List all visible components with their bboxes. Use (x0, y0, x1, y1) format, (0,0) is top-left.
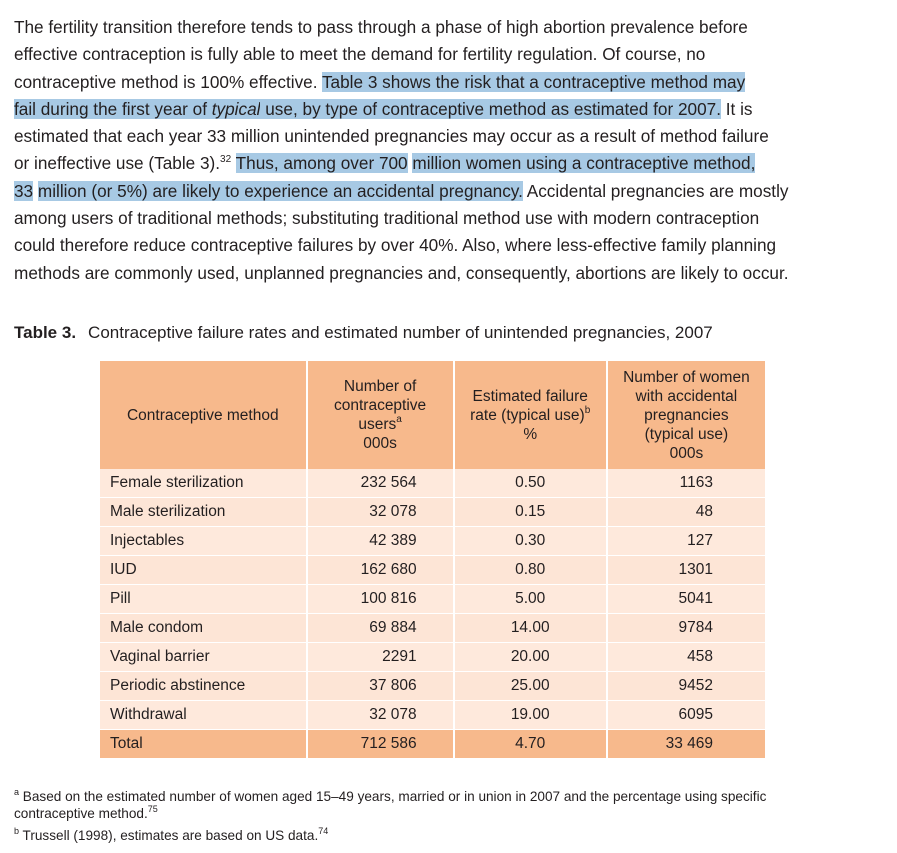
table-cell: 2291 (307, 643, 454, 672)
table-cell: Male sterilization (100, 498, 307, 527)
table-body (100, 469, 765, 758)
text-run: estimated that each year 33 million unintended pregnancies may occur as a result of method failure (14, 126, 769, 147)
paragraph-line (14, 14, 884, 41)
table-cell: 9784 (607, 614, 765, 643)
table-row (100, 614, 765, 643)
text-run: 000s (363, 435, 397, 452)
text-run: fail during the first year of (14, 98, 212, 119)
text-run: Number of women (623, 368, 750, 386)
text-run: Contraceptive method (126, 406, 279, 424)
table-cell: 32 078 (307, 498, 454, 527)
table-cell: 100 816 (307, 585, 454, 614)
table-row (100, 498, 765, 527)
table-cell: 0.80 (454, 556, 607, 585)
table-cell: 1301 (607, 556, 765, 585)
text-run: contraceptive (333, 397, 427, 414)
footnote (14, 827, 328, 844)
column-header (454, 361, 607, 469)
table-cell: IUD (100, 556, 307, 585)
table-cell: 14.00 (454, 614, 607, 643)
text-run: or ineffective use (Table 3). (14, 153, 221, 174)
table-cell: 5.00 (454, 585, 607, 614)
text-run: million (or 5%) are likely to experience an accidental pregnancy. (37, 180, 523, 201)
paragraph-line (14, 260, 884, 287)
text-run: (typical use) (644, 425, 729, 443)
table-cell: 162 680 (307, 556, 454, 585)
table-cell: 458 (607, 643, 765, 672)
text-run: 33 (14, 180, 34, 201)
body-paragraph (14, 14, 884, 287)
table-cell: 9452 (607, 672, 765, 701)
table-cell: 69 884 (307, 614, 454, 643)
table-cell: 37 806 (307, 672, 454, 701)
table-cell: 4.70 (454, 730, 607, 759)
table-row (100, 527, 765, 556)
table-row (100, 585, 765, 614)
text-run: use, by type of contraceptive method as estimated for 2007. (260, 98, 721, 119)
text-run: among users of traditional methods; substituting traditional method use with modern contraception (14, 208, 760, 229)
text-run: % (523, 425, 538, 443)
table-cell: Withdrawal (100, 701, 307, 730)
text-run: 000s (669, 444, 704, 462)
text-run (231, 153, 235, 173)
text-run: Thus, among over 700 (235, 153, 408, 174)
table-cell: 32 078 (307, 701, 454, 730)
table-row (100, 556, 765, 585)
table-cell: 232 564 (307, 469, 454, 498)
text-run: users (358, 416, 397, 433)
paragraph-line (14, 96, 884, 123)
table-cell: 712 586 (307, 730, 454, 759)
table-cell: 0.50 (454, 469, 607, 498)
table-row (100, 672, 765, 701)
table-cell: 48 (607, 498, 765, 527)
table-cell: 20.00 (454, 643, 607, 672)
table-header-row (100, 361, 765, 469)
table-cell: 25.00 (454, 672, 607, 701)
text-run: could therefore reduce contraceptive failures by over 40%. Also, where less-effective family planning (14, 235, 777, 256)
table-cell: 0.30 (454, 527, 607, 556)
table-title: Contraceptive failure rates and estimated number of unintended pregnancies, 2007 (88, 323, 713, 342)
paragraph-line (14, 232, 884, 259)
column-header (607, 361, 765, 469)
paragraph-line (14, 123, 884, 150)
text-run: rate (typical use) (470, 406, 585, 424)
contraceptive-failure-table (100, 361, 765, 758)
text-run: contraceptive method is 100% effective. (14, 71, 322, 92)
table-cell: 42 389 (307, 527, 454, 556)
paragraph-line (14, 205, 884, 232)
footnote (14, 788, 766, 822)
table-cell: 33 469 (607, 730, 765, 759)
table-label: Table 3. (14, 323, 77, 342)
total-row (100, 730, 765, 759)
superscript-ref: 75 (147, 804, 158, 814)
text-run: The fertility transition therefore tends to pass through a phase of high abortion prevalence before (14, 17, 748, 37)
text-run: pregnancies (644, 406, 729, 424)
table-cell: 19.00 (454, 701, 607, 730)
text-run: Based on the estimated number of women aged 15–49 years, married or in union in 2007 and the percentage using specific (19, 789, 767, 804)
table-cell: Injectables (100, 527, 307, 556)
column-header (307, 361, 454, 469)
paragraph-line (14, 150, 884, 177)
table-row (100, 643, 765, 672)
table-cell: 5041 (607, 585, 765, 614)
text-run: effective contraception is fully able to meet the demand for fertility regulation. Of course, no (14, 44, 706, 65)
paragraph-line (14, 178, 884, 205)
superscript-ref: a (14, 787, 20, 797)
table-cell: 0.15 (454, 498, 607, 527)
text-run: Accidental pregnancies are mostly (522, 180, 789, 201)
table-row (100, 469, 765, 498)
table-cell: Pill (100, 585, 307, 614)
text-run: Trussell (1998), estimates are based on US data. (19, 828, 319, 843)
table-cell: Total (100, 730, 307, 759)
text-run: Table 3 shows the risk that a contraceptive method may (321, 71, 746, 92)
text-run: Number of (343, 378, 417, 395)
paragraph-line (14, 69, 884, 96)
table-cell: Vaginal barrier (100, 643, 307, 672)
table-cell: Male condom (100, 614, 307, 643)
text-run: with accidental (635, 387, 738, 405)
text-run: methods are commonly used, unplanned pregnancies and, consequently, abortions are likely to occur. (14, 262, 789, 283)
paragraph-line (14, 41, 884, 68)
text-run: Estimated failure (472, 387, 588, 405)
text-run: million women using a contraceptive method, (412, 153, 756, 174)
table-cell: 1163 (607, 469, 765, 498)
table-caption (14, 323, 713, 343)
superscript-ref: b (584, 404, 591, 416)
table-cell: Periodic abstinence (100, 672, 307, 701)
superscript-ref: b (14, 826, 20, 836)
text-run: contraceptive method. (14, 806, 148, 821)
table-cell: 127 (607, 527, 765, 556)
superscript-ref: 74 (318, 826, 329, 836)
table-cell: 6095 (607, 701, 765, 730)
table-cell: Female sterilization (100, 469, 307, 498)
superscript-ref: 32 (220, 154, 232, 166)
superscript-ref: a (396, 414, 402, 425)
table-row (100, 701, 765, 730)
column-header (100, 361, 307, 469)
emphasis-text: typical (211, 98, 261, 119)
text-run: It is (720, 98, 753, 119)
